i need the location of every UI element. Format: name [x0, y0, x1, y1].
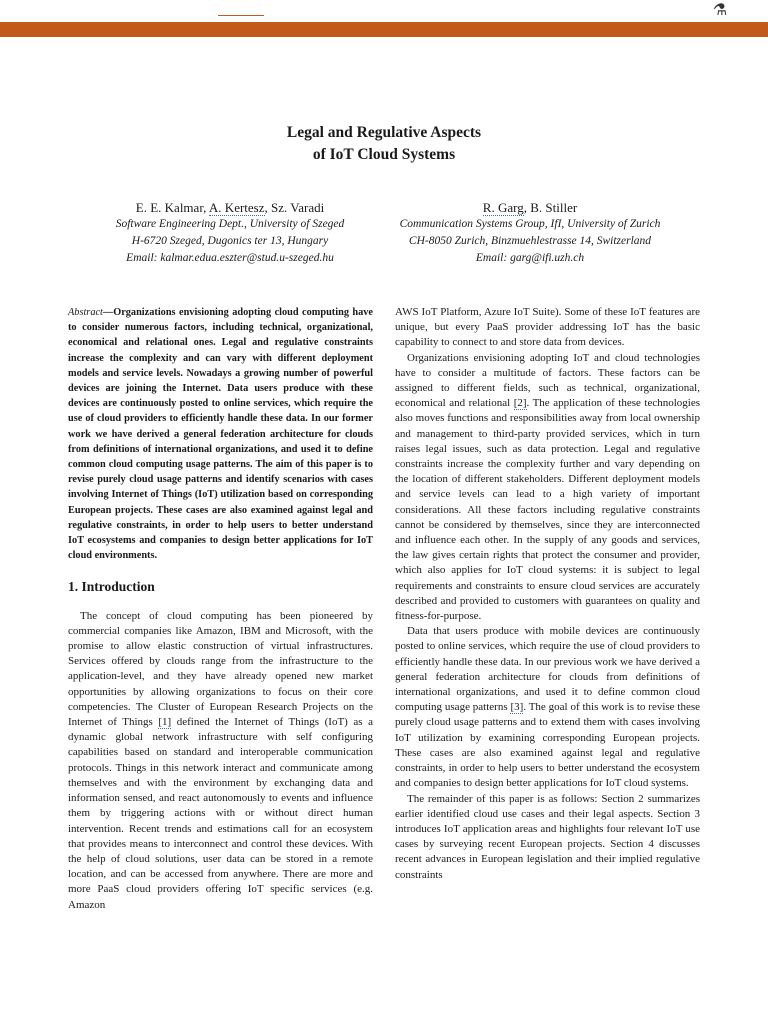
author-block-szeged — [80, 199, 380, 267]
section-heading-introduction: 1. Introduction — [68, 579, 155, 595]
title-line-1: Legal and Regulative Aspects — [286, 124, 482, 141]
paragraph: The remainder of this paper is as follows: Section 2 summarizes earlier identified cloud use cases and their legal aspects. Section 3 introduces IoT application areas and highlights four relevant IoT use cases by surveying recent European projects. Section 4 discusses recent advances in European legislation and their implied regulative constraints — [395, 792, 700, 881]
author-name: E. E. Kalmar — [135, 200, 204, 215]
abstract-text: —Organizations envisioning adopting cloud computing have to consider numerous factors, including technical, organizational, economical and relational ones. Legal and regulative constraints increase the complexity and can vary with different deployment models and service levels. Nowadays a growing number of powerful devices are joining the Internet. Data users produce with these devices are continuously posted to online services, which require the use of cloud providers to efficiently handle these data. In our former work we have derived a general federation architecture for clouds from definitions of international organizations, and used it to define common cloud computing usage patterns. The aim of this paper is to revise purely cloud usage patterns and identify scenarios with cases involving Internet of Things (IoT) utilization based on corresponding European projects. These cases are also examined against legal and regulative constraints, in order to help users to better understand IoT ecosystems and companies to design better applications for IoT cloud environments. — [68, 307, 373, 562]
right-column — [395, 305, 700, 883]
flask-icon[interactable]: ⚗ — [712, 2, 728, 19]
affiliation-email: Email: kalmar.edua.eszter@stud.u-szeged.hu — [126, 252, 334, 264]
author-link-kertesz[interactable]: A. Kertesz — [208, 200, 265, 215]
affiliation-address: CH-8050 Zurich, Binzmuehlestrasse 14, Switzerland — [408, 235, 652, 247]
author-name: Sz. Varadi — [271, 200, 325, 215]
author-link-garg[interactable]: R. Garg — [482, 200, 524, 215]
paragraph-text: The concept of cloud computing has been pioneered by commercial companies like Amazon, IBM and Microsoft, with the promise to allow elastic construction of virtual infrastructures. Services offered by clouds range from the infrastructure to the application-level, and they have already opened new market opportunities by allowing organizations to focus on their core competencies. The Cluster of European Research Projects on the Internet of Things — [68, 609, 373, 729]
author-names-right: R. Garg, B. Stiller — [482, 200, 578, 215]
abstract-label: Abstract — [68, 307, 103, 318]
affiliation-dept: Software Engineering Dept., University of Szeged — [115, 218, 345, 230]
title-line-2: of IoT Cloud Systems — [312, 146, 456, 163]
header-stripe — [0, 23, 768, 37]
paragraph-text: Organizations envisioning adopting IoT and cloud technologies have to consider a multitude of factors. These factors can be assigned to different fields, such as technical, organizational, economical and relational — [395, 351, 700, 410]
affiliation-dept: Communication Systems Group, IfI, University of Zurich — [399, 218, 661, 230]
paragraph-text: . The goal of this work is to revise these purely cloud usage patterns and to extend them with cases involving IoT utilization by examining corresponding European projects. These cases are also examined against legal and regulative constraints, in order to help users to better understand the ecosystem and companies to design better applications for IoT cloud systems. — [395, 701, 701, 790]
left-column — [68, 305, 373, 913]
affiliation-email: Email: garg@ifi.uzh.ch — [475, 252, 585, 264]
citation-link[interactable]: [2] — [513, 397, 527, 410]
paragraph-text: Data that users produce with mobile devices are continuously posted to online services, which require the use of cloud providers to efficiently handle these data. In our previous work we have derived a general federation architecture for clouds from definitions of international organizations, and used it to define common cloud computing usage patterns — [395, 625, 700, 714]
abstract — [68, 305, 373, 563]
citation-link[interactable]: [1] — [158, 716, 172, 729]
paragraph: AWS IoT Platform, Azure IoT Suite). Some of these IoT features are unique, but every PaaS provider addressing IoT has the basic capability to connect to and store data from devices. — [395, 306, 700, 349]
paragraph-text: defined the Internet of Things (IoT) as a dynamic global network infrastructure with self configuring capabilities based on standard and interoperable communication protocols. Things in this network interact and communicate among themselves and with the environment by exchanging data and information sensed, and react autonomously to events and influence them by triggering actions with or without direct human intervention. Recent trends and estimations call for an ecosystem that provides means to interconnect and control these devices. With the help of cloud solutions, user data can be stored in a remote location, and can be accessed from anywhere. There are more and more PaaS cloud providers offering IoT specific services (e.g. Amazon — [68, 716, 373, 911]
paragraph-text: . The application of these technologies also moves functions and responsibilities away from local ownership and management to third-party provided services, which in turn raises legal issues, such as data protection. Legal and regulative constraints increase the complexity further and vary depending on the location of different stakeholders. Different deployment models and service levels can lead to a high variety of important considerations. All these factors including regulative constraints cannot be considered by themselves, since they are interconnected and influence each other. In the supply of any goods and services, the law gives certain rights that protect the consumer and provider, which also applies for IoT cloud systems: it is subject to legal requirements and constraints to ensure cloud services are accurately described and provided to customers with guarantees on quality and fitness-for-purpose. — [395, 397, 700, 623]
author-names-left: E. E. Kalmar, A. Kertesz, Sz. Varadi — [135, 200, 325, 215]
paper-title — [0, 122, 768, 166]
affiliation-address: H-6720 Szeged, Dugonics ter 13, Hungary — [131, 235, 329, 247]
toolbar-link-underline[interactable] — [218, 15, 264, 16]
paragraph — [395, 624, 700, 791]
citation-link[interactable]: [3] — [510, 701, 524, 714]
paragraph — [395, 351, 700, 625]
top-toolbar — [0, 0, 768, 23]
intro-paragraph — [68, 609, 373, 913]
author-block-zurich — [370, 199, 690, 267]
author-name: B. Stiller — [530, 200, 578, 215]
